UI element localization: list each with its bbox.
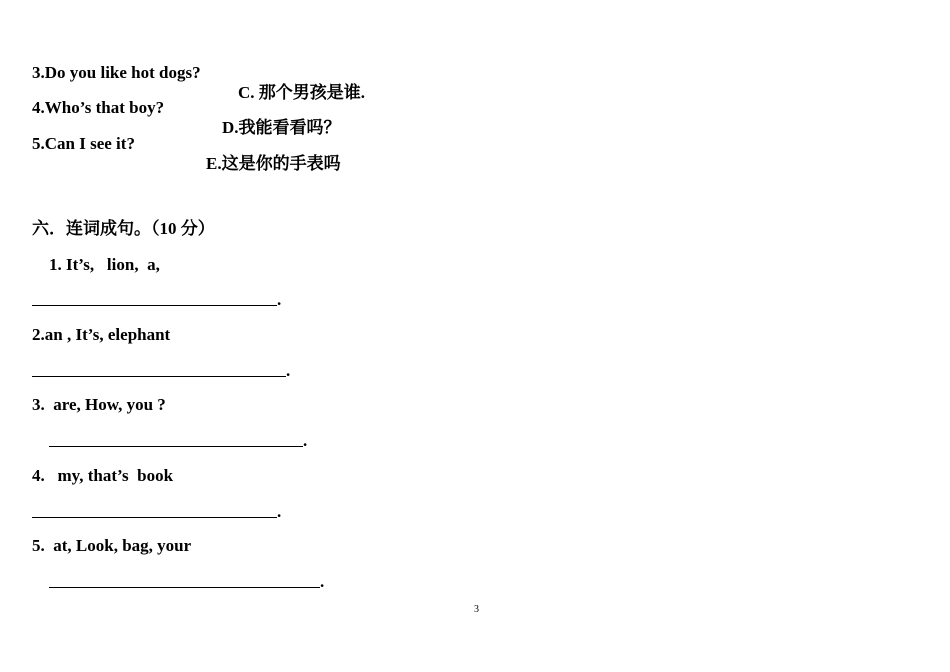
section-heading: 六．连词成句。（10 分） xyxy=(32,219,215,238)
matching-answer: C. 那个男孩是谁. xyxy=(238,83,366,102)
sentence-end-period: . xyxy=(303,431,308,450)
matching-question: 3.Do you like hot dogs? xyxy=(32,63,201,82)
answer-blank[interactable] xyxy=(32,376,286,377)
answer-blank[interactable] xyxy=(32,305,277,306)
sentence-end-period: . xyxy=(277,502,282,521)
sentence-end-period: . xyxy=(277,290,282,309)
sentence-end-period: . xyxy=(320,572,325,591)
page-number: 3 xyxy=(474,604,479,615)
matching-question: 4.Who’s that boy? xyxy=(32,98,165,117)
matching-answer: D.我能看看吗？ xyxy=(222,118,341,137)
answer-blank[interactable] xyxy=(49,587,320,588)
sentence-prompt: 2.an , It’s, elephant xyxy=(32,325,171,344)
matching-answer: E.这是你的手表吗 xyxy=(206,154,341,173)
sentence-prompt: 5. at, Look, bag, your xyxy=(32,536,192,555)
answer-blank[interactable] xyxy=(49,446,303,447)
sentence-prompt: 1. It’s, lion, a, xyxy=(49,255,160,274)
matching-question: 5.Can I see it? xyxy=(32,134,135,153)
sentence-end-period: . xyxy=(286,361,291,380)
sentence-prompt: 4. my, that’s book xyxy=(32,466,174,485)
answer-blank[interactable] xyxy=(32,517,277,518)
sentence-prompt: 3. are, How, you ? xyxy=(32,395,166,414)
